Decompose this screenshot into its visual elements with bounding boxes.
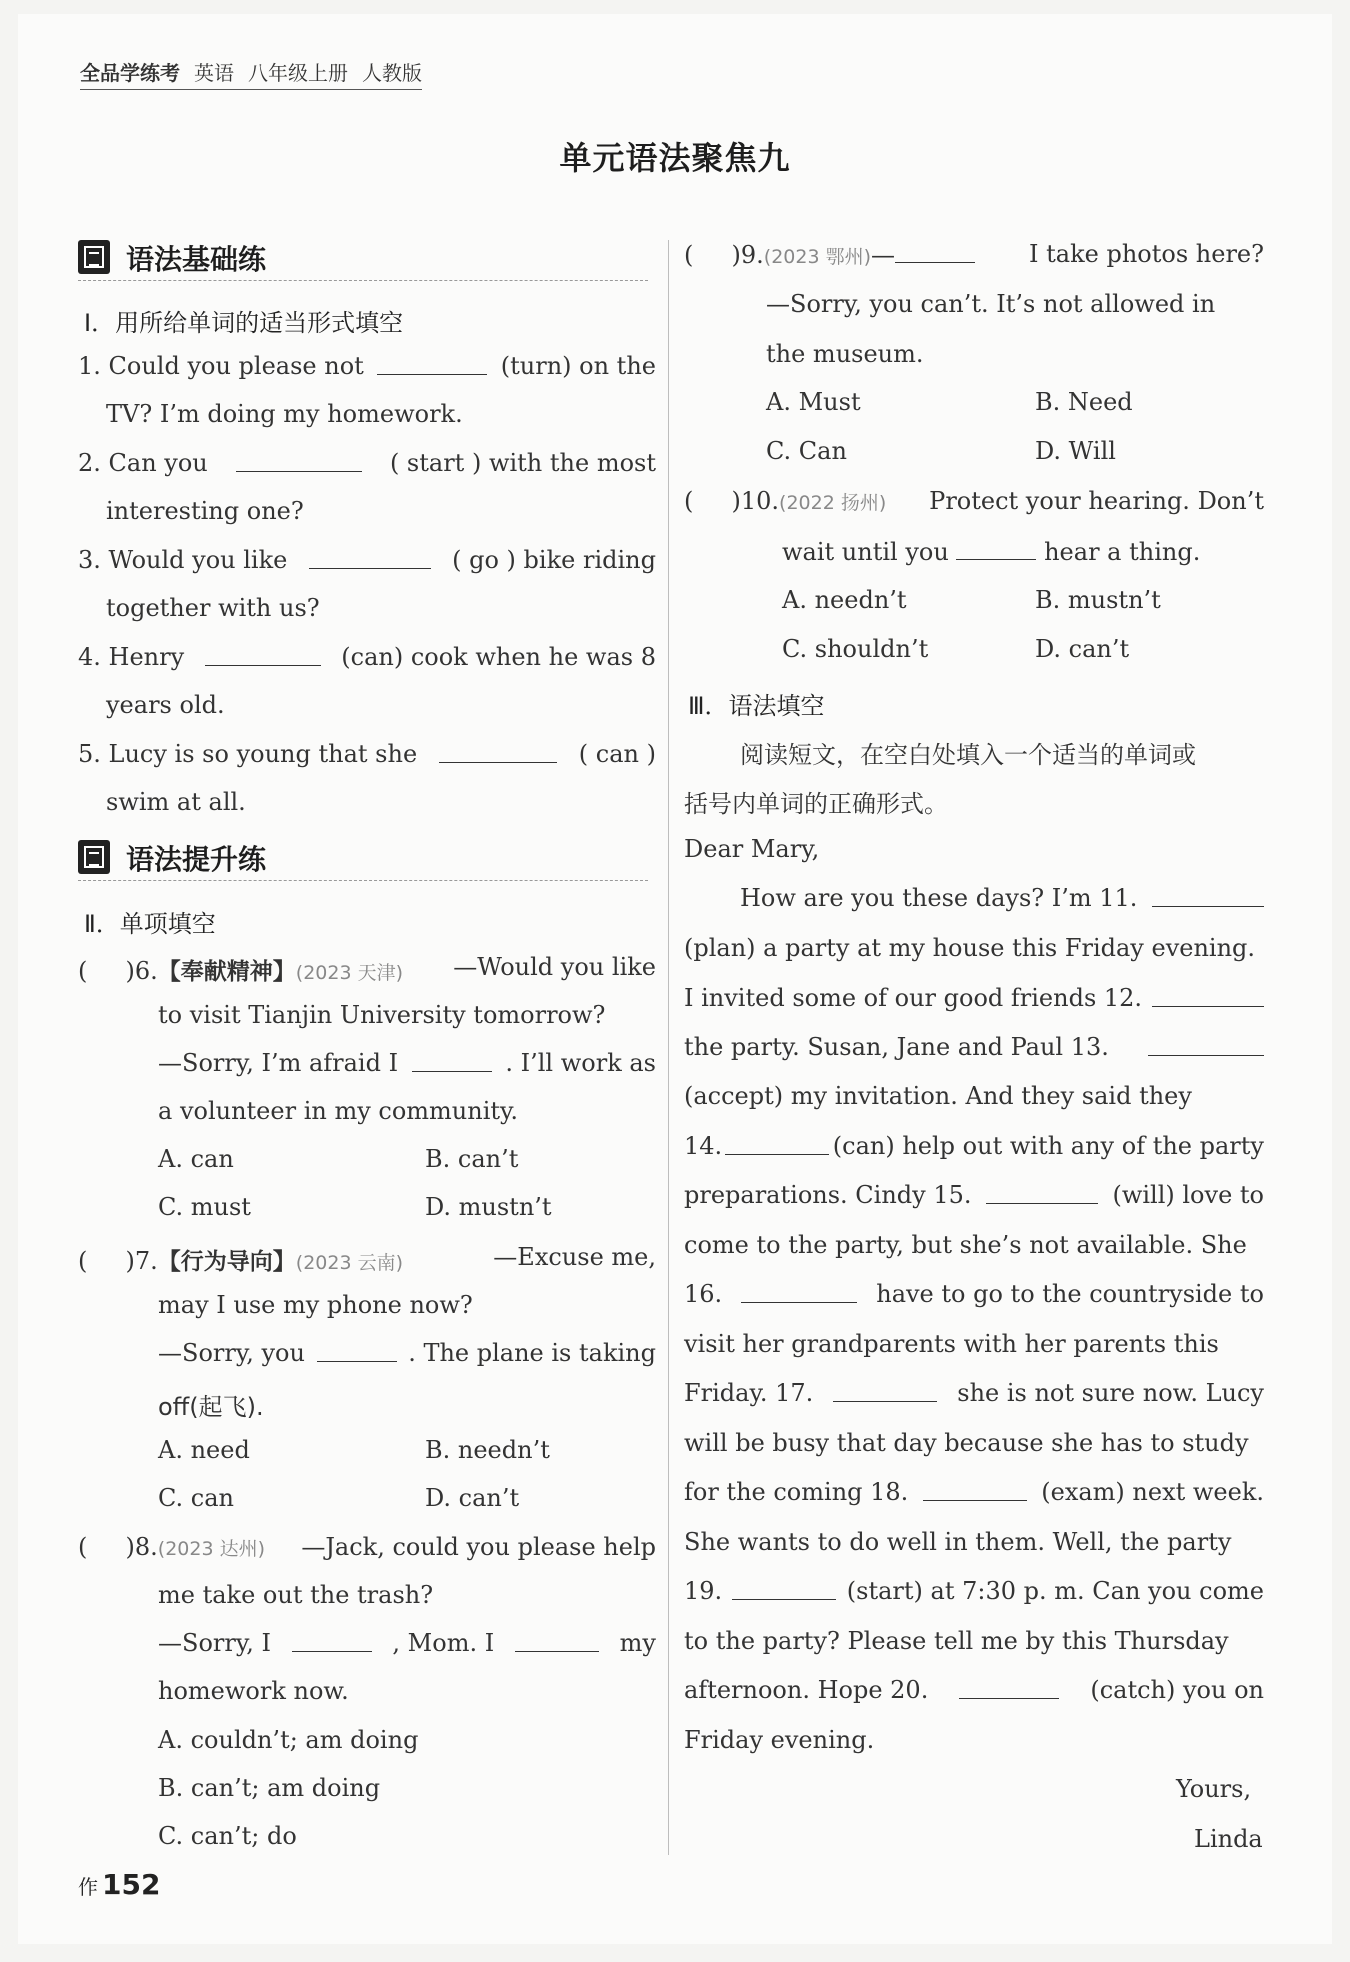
blank-19[interactable] bbox=[732, 1577, 836, 1600]
q6-line2: to visit Tianjin University tomorrow? bbox=[158, 1001, 606, 1029]
letter-line-13: for the coming 18. (exam) next week. bbox=[684, 1478, 1264, 1506]
q10-line1: ( )10.(2022 扬州) Protect your hearing. Don’t bbox=[684, 487, 1264, 515]
q2-blank[interactable] bbox=[236, 449, 362, 472]
q1-line1: 1. Could you please not (turn) on the bbox=[78, 352, 656, 380]
blank-13[interactable] bbox=[1148, 1033, 1264, 1056]
part3-instruction-2: 括号内单词的正确形式。 bbox=[684, 790, 948, 818]
q7-option-d[interactable]: D. can’t bbox=[425, 1484, 520, 1512]
q8-line1: ( )8.(2023 达州) —Jack, could you please help bbox=[78, 1533, 656, 1561]
q10-line2: wait until you hear a thing. bbox=[782, 538, 1201, 566]
blank-12[interactable] bbox=[1152, 984, 1264, 1007]
q9-option-c[interactable]: C. Can bbox=[766, 437, 847, 465]
letter-closing: Yours, bbox=[1176, 1775, 1252, 1803]
book-icon bbox=[78, 240, 110, 274]
q6-option-a[interactable]: A. can bbox=[158, 1145, 234, 1173]
q4-line2: years old. bbox=[106, 691, 225, 719]
q10-option-b[interactable]: B. mustn’t bbox=[1035, 586, 1161, 614]
page-title: 单元语法聚焦九 bbox=[559, 139, 791, 177]
q4-blank[interactable] bbox=[205, 643, 321, 666]
q8-blank-2[interactable] bbox=[515, 1629, 599, 1652]
part2-heading: Ⅱ．单项填空 bbox=[84, 910, 216, 938]
letter-line-5: (accept) my invitation. And they said they bbox=[684, 1082, 1192, 1110]
section-basic bbox=[78, 236, 648, 281]
letter-line-17: afternoon. Hope 20. (catch) you on bbox=[684, 1676, 1264, 1704]
section-advanced bbox=[78, 836, 648, 881]
q7-line3: —Sorry, you . The plane is taking bbox=[158, 1339, 656, 1367]
q5-line1: 5. Lucy is so young that she ( can ) bbox=[78, 740, 656, 768]
q7-tag: 【行为导向】 bbox=[157, 1249, 296, 1275]
blank-20[interactable] bbox=[959, 1676, 1059, 1699]
letter-signature: Linda bbox=[1194, 1825, 1263, 1853]
letter-line-18: Friday evening. bbox=[684, 1726, 875, 1754]
q7-line1: ( )7.【行为导向】(2023 云南) —Excuse me, bbox=[78, 1243, 656, 1275]
edition: 人教版 bbox=[362, 61, 422, 85]
letter-line-14: She wants to do well in them. Well, the party bbox=[684, 1528, 1232, 1556]
q6-line1: ( )6.【奉献精神】(2023 天津) —Would you like bbox=[78, 953, 656, 985]
book-header bbox=[80, 57, 422, 90]
q7-option-c[interactable]: C. can bbox=[158, 1484, 234, 1512]
q1-line2: TV? I’m doing my homework. bbox=[106, 400, 463, 428]
subject: 英语 bbox=[194, 61, 234, 85]
letter-line-4: the party. Susan, Jane and Paul 13. bbox=[684, 1033, 1264, 1061]
q9-option-b[interactable]: B. Need bbox=[1035, 388, 1133, 416]
brand-name: 全品学练考 bbox=[80, 61, 180, 85]
q10-option-a[interactable]: A. needn’t bbox=[782, 586, 907, 614]
q9-source: (2023 鄂州) bbox=[763, 246, 871, 268]
letter-line-9: 16. have to go to the countryside to bbox=[684, 1280, 1264, 1308]
letter-line-2: (plan) a party at my house this Friday evening. bbox=[684, 934, 1256, 962]
blank-16[interactable] bbox=[741, 1280, 857, 1303]
q8-option-a[interactable]: A. couldn’t; am doing bbox=[158, 1726, 419, 1754]
q8-line3: —Sorry, I , Mom. I my bbox=[158, 1629, 656, 1657]
q7-source: (2023 云南) bbox=[295, 1252, 403, 1274]
q9-option-d[interactable]: D. Will bbox=[1035, 437, 1116, 465]
letter-line-1: How are you these days? I’m 11. bbox=[740, 884, 1264, 912]
q3-blank[interactable] bbox=[309, 546, 431, 569]
q9-option-a[interactable]: A. Must bbox=[766, 388, 861, 416]
part3-instruction-1: 阅读短文，在空白处填入一个适当的单词或 bbox=[740, 741, 1196, 769]
letter-line-11: Friday. 17. she is not sure now. Lucy bbox=[684, 1379, 1264, 1407]
q2-line1: 2. Can you ( start ) with the most bbox=[78, 449, 656, 477]
q5-line2: swim at all. bbox=[106, 788, 246, 816]
q10-option-d[interactable]: D. can’t bbox=[1035, 635, 1130, 663]
q6-option-b[interactable]: B. can’t bbox=[425, 1145, 519, 1173]
blank-15[interactable] bbox=[986, 1181, 1098, 1204]
q6-line3: —Sorry, I’m afraid I . I’ll work as bbox=[158, 1049, 656, 1077]
q9-blank[interactable] bbox=[895, 240, 975, 263]
q10-blank[interactable] bbox=[956, 537, 1036, 560]
q5-blank[interactable] bbox=[439, 740, 557, 763]
letter-line-10: visit her grandparents with her parents this bbox=[684, 1330, 1219, 1358]
letter-greeting: Dear Mary, bbox=[684, 835, 820, 863]
q10-option-c[interactable]: C. shouldn’t bbox=[782, 635, 929, 663]
q4-line1: 4. Henry (can) cook when he was 8 bbox=[78, 643, 656, 671]
q8-source: (2023 达州) bbox=[157, 1538, 265, 1560]
q9-line1: ( )9.(2023 鄂州)— I take photos here? bbox=[684, 240, 1264, 269]
q7-line4: off(起飞). bbox=[158, 1393, 264, 1421]
q6-option-d[interactable]: D. mustn’t bbox=[425, 1193, 552, 1221]
blank-18[interactable] bbox=[923, 1478, 1027, 1501]
q9-line3: the museum. bbox=[766, 340, 924, 368]
q6-source: (2023 天津) bbox=[295, 962, 403, 984]
q9-line2: —Sorry, you can’t. It’s not allowed in bbox=[766, 290, 1216, 318]
q7-option-a[interactable]: A. need bbox=[158, 1436, 250, 1464]
letter-line-16: to the party? Please tell me by this Thursday bbox=[684, 1627, 1229, 1655]
section-advanced-title: 语法提升练 bbox=[126, 843, 267, 876]
q8-option-b[interactable]: B. can’t; am doing bbox=[158, 1774, 381, 1802]
q2-line2: interesting one? bbox=[106, 497, 304, 525]
letter-line-7: preparations. Cindy 15. (will) love to bbox=[684, 1181, 1264, 1209]
book-icon bbox=[78, 840, 110, 874]
letter-line-15: 19. (start) at 7:30 p. m. Can you come bbox=[684, 1577, 1264, 1605]
q6-option-c[interactable]: C. must bbox=[158, 1193, 251, 1221]
q7-line2: may I use my phone now? bbox=[158, 1291, 473, 1319]
q3-line2: together with us? bbox=[106, 594, 320, 622]
blank-14[interactable] bbox=[725, 1132, 829, 1155]
letter-line-3: I invited some of our good friends 12. bbox=[684, 984, 1264, 1012]
blank-17[interactable] bbox=[833, 1379, 937, 1402]
q10-source: (2022 扬州) bbox=[779, 492, 887, 514]
q6-blank[interactable] bbox=[412, 1049, 492, 1072]
column-divider bbox=[668, 240, 669, 1855]
part1-heading: Ⅰ．用所给单词的适当形式填空 bbox=[84, 309, 404, 337]
letter-line-8: come to the party, but she’s not available. She bbox=[684, 1231, 1247, 1259]
letter-line-6: 14. (can) help out with any of the party bbox=[684, 1132, 1264, 1160]
q3-line1: 3. Would you like ( go ) bike riding bbox=[78, 546, 656, 574]
grade: 八年级上册 bbox=[248, 61, 348, 85]
q6-line4: a volunteer in my community. bbox=[158, 1097, 519, 1125]
q8-line4: homework now. bbox=[158, 1677, 349, 1705]
q1-blank[interactable] bbox=[377, 352, 487, 375]
blank-11[interactable] bbox=[1152, 884, 1264, 907]
q8-line2: me take out the trash? bbox=[158, 1581, 434, 1609]
section-basic-title: 语法基础练 bbox=[126, 243, 267, 276]
page-number: 作 152 bbox=[78, 1868, 161, 1901]
q8-blank-1[interactable] bbox=[292, 1629, 372, 1652]
q7-blank[interactable] bbox=[317, 1339, 397, 1362]
q8-option-c[interactable]: C. can’t; do bbox=[158, 1822, 297, 1850]
part3-heading: Ⅲ．语法填空 bbox=[688, 692, 825, 720]
letter-line-12: will be busy that day because she has to study bbox=[684, 1429, 1249, 1457]
q7-option-b[interactable]: B. needn’t bbox=[425, 1436, 550, 1464]
q6-tag: 【奉献精神】 bbox=[157, 959, 296, 985]
